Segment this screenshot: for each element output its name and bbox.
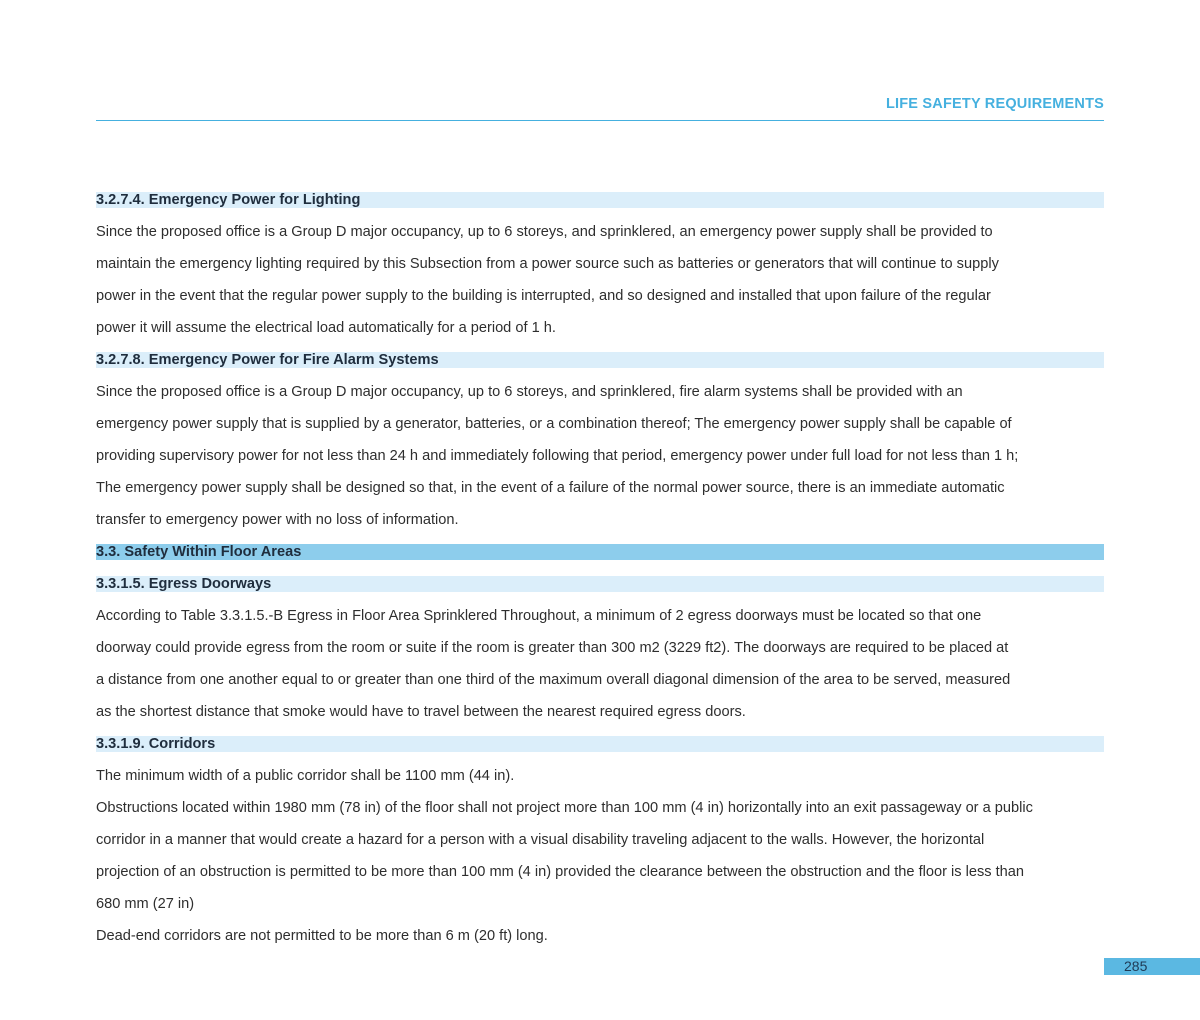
document-body [96, 184, 1104, 952]
paragraph-line: Since the proposed office is a Group D major occupancy, up to 6 storeys, and sprinklered, fire alarm systems shall be provided with an [96, 384, 963, 400]
paragraph-line: a distance from one another equal to or greater than one third of the maximum overall diagonal dimension of the area to be served, measured [96, 672, 1011, 688]
section-heading-text: 3.2.7.8. Emergency Power for Fire Alarm Systems [96, 352, 439, 368]
section-heading-text: 3.2.7.4. Emergency Power for Lighting [96, 192, 361, 208]
paragraph-line: corridor in a manner that would create a hazard for a person with a visual disability traveling adjacent to the walls. However, the horizontal [96, 832, 985, 848]
section-heading-text: 3.3.1.9. Corridors [96, 736, 216, 752]
running-header-title: LIFE SAFETY REQUIREMENTS [885, 96, 1104, 112]
paragraph-line: power it will assume the electrical load automatically for a period of 1 h. [96, 320, 556, 336]
section-heading-egress-doorways [96, 568, 1104, 600]
page-number-tab: 285 [1104, 958, 1200, 975]
paragraph-line: emergency power supply that is supplied by a generator, batteries, or a combination thereof; The emergency power supply shall be capable of [96, 416, 1012, 432]
paragraph-line: maintain the emergency lighting required by this Subsection from a power source such as batteries or generators that will continue to supply [96, 256, 999, 272]
paragraph-line: The minimum width of a public corridor shall be 1100 mm (44 in). [96, 768, 515, 784]
section-heading-text: 3.3.1.5. Egress Doorways [96, 576, 272, 592]
paragraph-line: projection of an obstruction is permitted to be more than 100 mm (4 in) provided the clearance between the obstruction and the floor is less than [96, 864, 1025, 880]
paragraph-line: doorway could provide egress from the room or suite if the room is greater than 300 m2 (3229 ft2). The doorways are required to be placed at [96, 640, 1009, 656]
paragraph-line: providing supervisory power for not less than 24 h and immediately following that period, emergency power under full load for not less than 1 h; [96, 448, 1019, 464]
paragraph-line: as the shortest distance that smoke would have to travel between the nearest required egress doors. [96, 704, 746, 720]
header-divider [96, 120, 1104, 121]
paragraph-line: transfer to emergency power with no loss of information. [96, 512, 459, 528]
paragraph-line: Obstructions located within 1980 mm (78 in) of the floor shall not project more than 100 mm (4 in) horizontally into an exit passageway or a public [96, 800, 1033, 816]
section-heading-emergency-power-lighting [96, 184, 1104, 216]
paragraph-line: The emergency power supply shall be designed so that, in the event of a failure of the normal power source, there is an immediate automatic [96, 480, 1005, 496]
paragraph-line: Since the proposed office is a Group D major occupancy, up to 6 storeys, and sprinklered, an emergency power supply shall be provided to [96, 224, 993, 240]
section-heading-corridors [96, 728, 1104, 760]
major-heading-safety-within-floor-areas [96, 536, 1104, 568]
paragraph-line: power in the event that the regular power supply to the building is interrupted, and so designed and installed that upon failure of the regular [96, 288, 991, 304]
heading-highlight-bar [96, 736, 1104, 752]
section-heading-emergency-power-fire-alarm [96, 344, 1104, 376]
paragraph-line: 680 mm (27 in) [96, 896, 195, 912]
section-heading-text: 3.3. Safety Within Floor Areas [96, 544, 302, 560]
paragraph-line: Dead-end corridors are not permitted to be more than 6 m (20 ft) long. [96, 928, 548, 944]
paragraph-line: According to Table 3.3.1.5.-B Egress in Floor Area Sprinklered Throughout, a minimum of 2 egress doorways must be located so that one [96, 608, 982, 624]
